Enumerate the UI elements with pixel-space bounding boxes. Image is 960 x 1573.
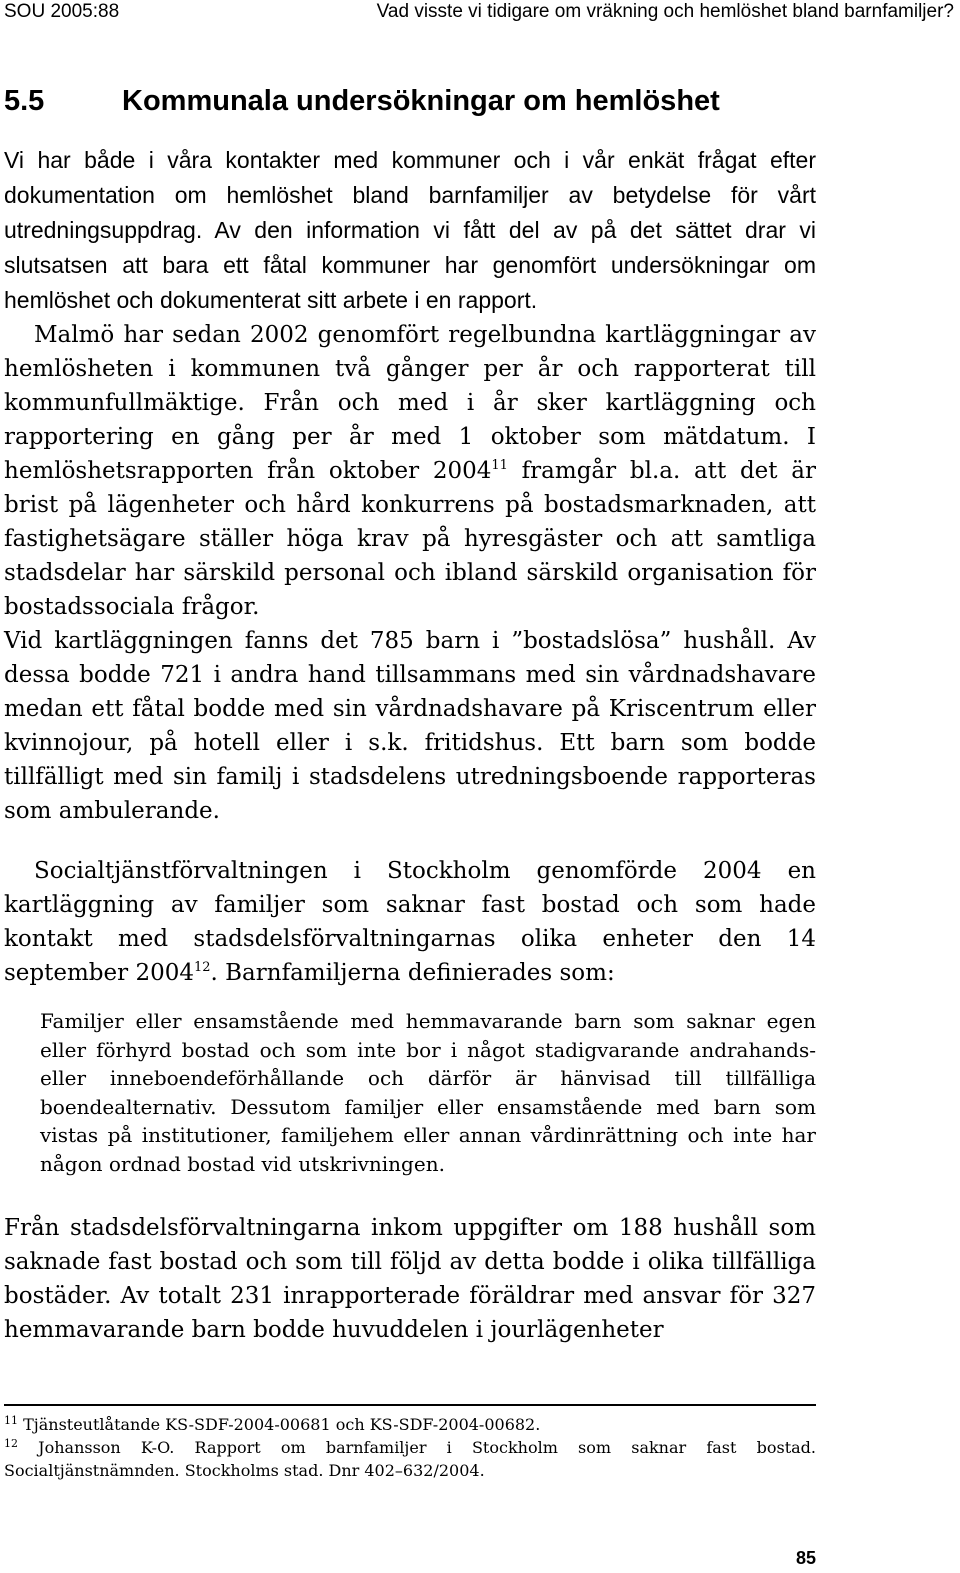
footnote-12 <box>4 1436 816 1482</box>
running-header <box>4 0 954 28</box>
paragraph-intro <box>4 143 816 318</box>
paragraph-stockholm-text-b: . Barnfamiljerna definierades som: <box>210 960 615 986</box>
definition-quote: Familjer eller ensamstående med hemmavarande barn som saknar egen eller förhyrd bostad och som inte bor i något stadigvarande andrahands- eller inneboendeförhållande och därför är hänvisad till tillfälliga boendealternativ. Dessutom familjer eller ensamstående med barn som vistas på institutioner, familjehem eller annan vårdinrättning och inte har någon ordnad bostad vid utskrivningen. <box>40 1009 816 1176</box>
footnote-ref-12: 12 <box>193 960 211 975</box>
section-heading <box>4 83 720 119</box>
section-title: Kommunala undersökningar om hemlöshet <box>122 85 720 117</box>
chapter-title: Vad visste vi tidigare om vräkning och hemlöshet bland barnfamiljer? <box>376 1 954 22</box>
footnote-ref-11: 11 <box>491 458 508 473</box>
footnote-11 <box>4 1413 816 1436</box>
paragraph-stockholm-text-a: Socialtjänstförvaltningen i Stockholm genomförde 2004 en kartläggning av familjer som saknar fast bostad och som hade kontakt med stadsdelsförvaltningarnas olika enheter den 14 september 2004 <box>4 858 816 986</box>
paragraph-malmo <box>4 318 816 624</box>
body-text-top <box>4 143 816 828</box>
footnotes <box>4 1413 816 1482</box>
paragraph-kartlaggning: Vid kartläggningen fanns det 785 barn i ”bostadslösa” hushåll. Av dessa bodde 721 i andra hand tillsammans med sin vårdnadshavare medan ett fåtal bodde med sin vårdnadshavare på Kriscentrum eller kvinnojour, på hotell eller i s.k. fritidshus. Ett barn som bodde tillfälligt med sin familj i stadsdelens utredningsboende rapporteras som ambulerande. <box>4 628 816 824</box>
page-number: 85 <box>795 1548 816 1568</box>
report-id: SOU 2005:88 <box>4 1 120 22</box>
footnote-number: 12 <box>4 1437 18 1450</box>
body-text-stockholm <box>4 854 816 990</box>
paragraph-malmo-text-a: Malmö har sedan 2002 genomfört regelbundna kartläggningar av hemlösheten i kommunen två gånger per år och rapporterat till kommunfullmäktige. Från och med i år sker kartläggning och rapportering en gång per år med 1 oktober som mätdatum. I hemlöshetsrapporten från oktober 2004 <box>4 322 816 484</box>
footnote-separator <box>4 1404 816 1406</box>
paragraph-stockholm <box>4 854 816 990</box>
paragraph-malmo-text-b: framgår bl.a. att det är brist på lägenheter och hård konkurrens på bostadsmarknaden, att fastighetsägare ställer höga krav på hyresgäster och att samtliga stadsdelar har särskild personal och ibland särskild organisation för bostadssociala frågor. <box>4 458 816 620</box>
section-number: 5.5 <box>4 85 45 117</box>
footnote-text: Tjänsteutlåtande KS-SDF-2004-00681 och KS-SDF-2004-00682. <box>23 1415 541 1434</box>
body-text-bottom <box>4 1211 816 1347</box>
paragraph-intro-text: Vi har både i våra kontakter med kommuner och i vår enkät frågat efter dokumentation om hemlöshet bland barnfamiljer av betydelse för vårt utredningsuppdrag. Av den information vi fått del av på det sättet drar vi slutsatsen att bara ett fåtal kommuner har genomfört undersökningar om hemlöshet och dokumenterat sitt arbete i en rapport. <box>4 147 816 313</box>
paragraph-stadsdel: Från stadsdelsförvaltningarna inkom uppgifter om 188 hushåll som saknade fast bostad och som till följd av detta bodde i olika tillfälliga bostäder. Av totalt 231 inrapporterade föräldrar med ansvar för 327 hemmavarande barn bodde huvuddelen i jourlägenheter <box>4 1215 816 1343</box>
footnote-number: 11 <box>4 1414 18 1427</box>
footnote-text: Johansson K-O. Rapport om barnfamiljer i Stockholm som saknar fast bostad. Socialtjänstnämnden. Stockholms stad. Dnr 402–632/2004. <box>4 1438 816 1480</box>
